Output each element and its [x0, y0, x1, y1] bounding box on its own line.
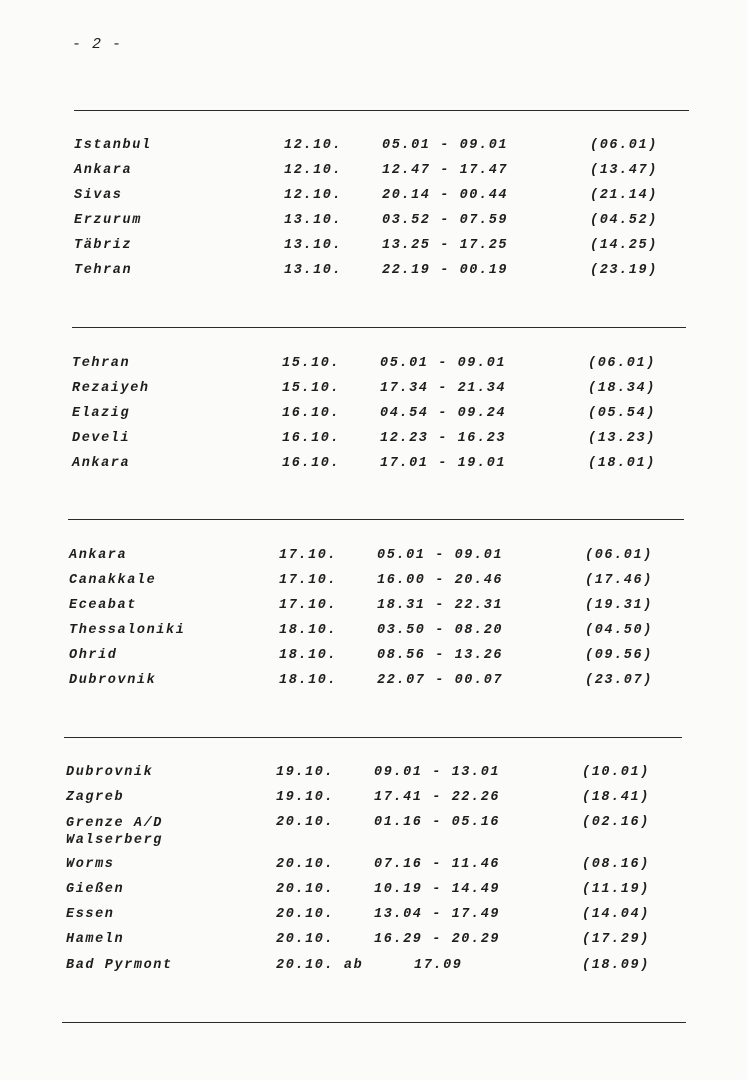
city-name: Thessaloniki: [69, 623, 186, 638]
time-approx: (11.19): [582, 882, 650, 897]
time-window: 12.23 - 16.23: [380, 431, 507, 446]
city-name-line1: Grenze A/D: [66, 816, 164, 831]
time-approx: (17.29): [582, 932, 650, 947]
schedule-row: [66, 882, 666, 904]
time-window: 09.01 - 13.01: [374, 765, 501, 780]
time-window: 13.25 - 17.25: [382, 238, 509, 253]
schedule-row: [69, 623, 669, 645]
city-name: Dubrovnik: [69, 673, 157, 688]
time-approx: (23.07): [585, 673, 653, 688]
section-divider: [68, 519, 684, 520]
date: 17.10.: [279, 598, 338, 613]
date: 19.10.: [276, 765, 335, 780]
time-approx: (04.50): [585, 623, 653, 638]
date: 13.10.: [284, 213, 343, 228]
time-window: 18.31 - 22.31: [377, 598, 504, 613]
time-approx: (13.23): [588, 431, 656, 446]
schedule-row: [69, 648, 669, 670]
city-name: [66, 815, 163, 849]
time-approx: (21.14): [590, 188, 658, 203]
page-number: - 2 -: [72, 36, 123, 53]
time-approx: (23.19): [590, 263, 658, 278]
city-name: Bad Pyrmont: [66, 958, 173, 973]
date: 16.10.: [282, 406, 341, 421]
time-window: 01.16 - 05.16: [374, 815, 501, 830]
time-approx: (18.09): [582, 958, 650, 973]
time-window: 04.54 - 09.24: [380, 406, 507, 421]
date: 12.10.: [284, 188, 343, 203]
schedule-row: [66, 765, 666, 787]
city-name: Rezaiyeh: [72, 381, 150, 396]
section-divider: [72, 327, 686, 328]
schedule-row: [74, 213, 674, 235]
schedule-row: [69, 598, 669, 620]
schedule-row: [66, 932, 666, 954]
schedule-row: [72, 381, 672, 403]
time-window: 17.09: [414, 958, 463, 973]
time-window: 03.52 - 07.59: [382, 213, 509, 228]
city-name: Gießen: [66, 882, 125, 897]
date: 12.10.: [284, 163, 343, 178]
time-window: 13.04 - 17.49: [374, 907, 501, 922]
time-window: 07.16 - 11.46: [374, 857, 501, 872]
date: 18.10.: [279, 673, 338, 688]
city-name: Ankara: [74, 163, 133, 178]
date: 20.10.: [276, 882, 335, 897]
time-window: 10.19 - 14.49: [374, 882, 501, 897]
city-name: Tehran: [72, 356, 131, 371]
schedule-row: [72, 431, 672, 453]
city-name-line2: Walserberg: [66, 833, 164, 848]
schedule-row: [74, 238, 674, 260]
date: 15.10.: [282, 381, 341, 396]
time-window: 17.41 - 22.26: [374, 790, 501, 805]
time-window: 05.01 - 09.01: [380, 356, 507, 371]
city-name: Dubrovnik: [66, 765, 154, 780]
city-name: Worms: [66, 857, 115, 872]
time-window: 22.07 - 00.07: [377, 673, 504, 688]
city-name: Canakkale: [69, 573, 157, 588]
time-approx: (10.01): [582, 765, 650, 780]
time-approx: (06.01): [588, 356, 656, 371]
schedule-row: [66, 815, 666, 851]
city-name: Ankara: [72, 456, 131, 471]
city-name: Hameln: [66, 932, 125, 947]
time-approx: (18.41): [582, 790, 650, 805]
date: 20.10.: [276, 932, 335, 947]
city-name: Erzurum: [74, 213, 142, 228]
time-window: 03.50 - 08.20: [377, 623, 504, 638]
time-window: 22.19 - 00.19: [382, 263, 509, 278]
schedule-row: [72, 406, 672, 428]
schedule-row: [74, 138, 674, 160]
schedule-row: [74, 188, 674, 210]
city-name: Essen: [66, 907, 115, 922]
date: 20.10.: [276, 907, 335, 922]
time-approx: (04.52): [590, 213, 658, 228]
section-divider: [62, 1022, 686, 1023]
city-name: Zagreb: [66, 790, 125, 805]
schedule-row: [66, 790, 666, 812]
date: 15.10.: [282, 356, 341, 371]
schedule-row: [66, 907, 666, 929]
city-name: Istanbul: [74, 138, 152, 153]
time-approx: (17.46): [585, 573, 653, 588]
time-approx: (02.16): [582, 815, 650, 830]
section-divider: [64, 737, 682, 738]
time-window: 16.00 - 20.46: [377, 573, 504, 588]
schedule-row: [74, 163, 674, 185]
time-window: 05.01 - 09.01: [382, 138, 509, 153]
date: 20.10.: [276, 857, 335, 872]
date: 18.10.: [279, 623, 338, 638]
time-window: 17.34 - 21.34: [380, 381, 507, 396]
date: 17.10.: [279, 573, 338, 588]
time-approx: (09.56): [585, 648, 653, 663]
date: 13.10.: [284, 263, 343, 278]
section-divider: [74, 110, 689, 111]
city-name: Ankara: [69, 548, 128, 563]
time-window: 20.14 - 00.44: [382, 188, 509, 203]
schedule-row: [72, 456, 672, 478]
city-name: Tehran: [74, 263, 133, 278]
date: 20.10.: [276, 815, 335, 830]
date: 20.10. ab: [276, 958, 364, 973]
date: 16.10.: [282, 431, 341, 446]
time-window: 08.56 - 13.26: [377, 648, 504, 663]
time-approx: (14.04): [582, 907, 650, 922]
time-approx: (13.47): [590, 163, 658, 178]
date: 19.10.: [276, 790, 335, 805]
time-window: 05.01 - 09.01: [377, 548, 504, 563]
city-name: Eceabat: [69, 598, 137, 613]
schedule-row: [69, 573, 669, 595]
city-name: Develi: [72, 431, 131, 446]
date: 13.10.: [284, 238, 343, 253]
time-approx: (05.54): [588, 406, 656, 421]
date: 12.10.: [284, 138, 343, 153]
time-window: 17.01 - 19.01: [380, 456, 507, 471]
date: 16.10.: [282, 456, 341, 471]
city-name: Täbriz: [74, 238, 133, 253]
time-window: 12.47 - 17.47: [382, 163, 509, 178]
city-name: Ohrid: [69, 648, 118, 663]
date: 18.10.: [279, 648, 338, 663]
time-approx: (14.25): [590, 238, 658, 253]
time-approx: (19.31): [585, 598, 653, 613]
schedule-row: [69, 673, 669, 695]
schedule-row: [69, 548, 669, 570]
time-window: 16.29 - 20.29: [374, 932, 501, 947]
time-approx: (08.16): [582, 857, 650, 872]
city-name: Elazig: [72, 406, 131, 421]
time-approx: (06.01): [585, 548, 653, 563]
time-approx: (06.01): [590, 138, 658, 153]
schedule-row: [66, 958, 666, 980]
schedule-row: [72, 356, 672, 378]
city-name: Sivas: [74, 188, 123, 203]
time-approx: (18.01): [588, 456, 656, 471]
time-approx: (18.34): [588, 381, 656, 396]
schedule-row: [66, 857, 666, 879]
schedule-row: [74, 263, 674, 285]
date: 17.10.: [279, 548, 338, 563]
